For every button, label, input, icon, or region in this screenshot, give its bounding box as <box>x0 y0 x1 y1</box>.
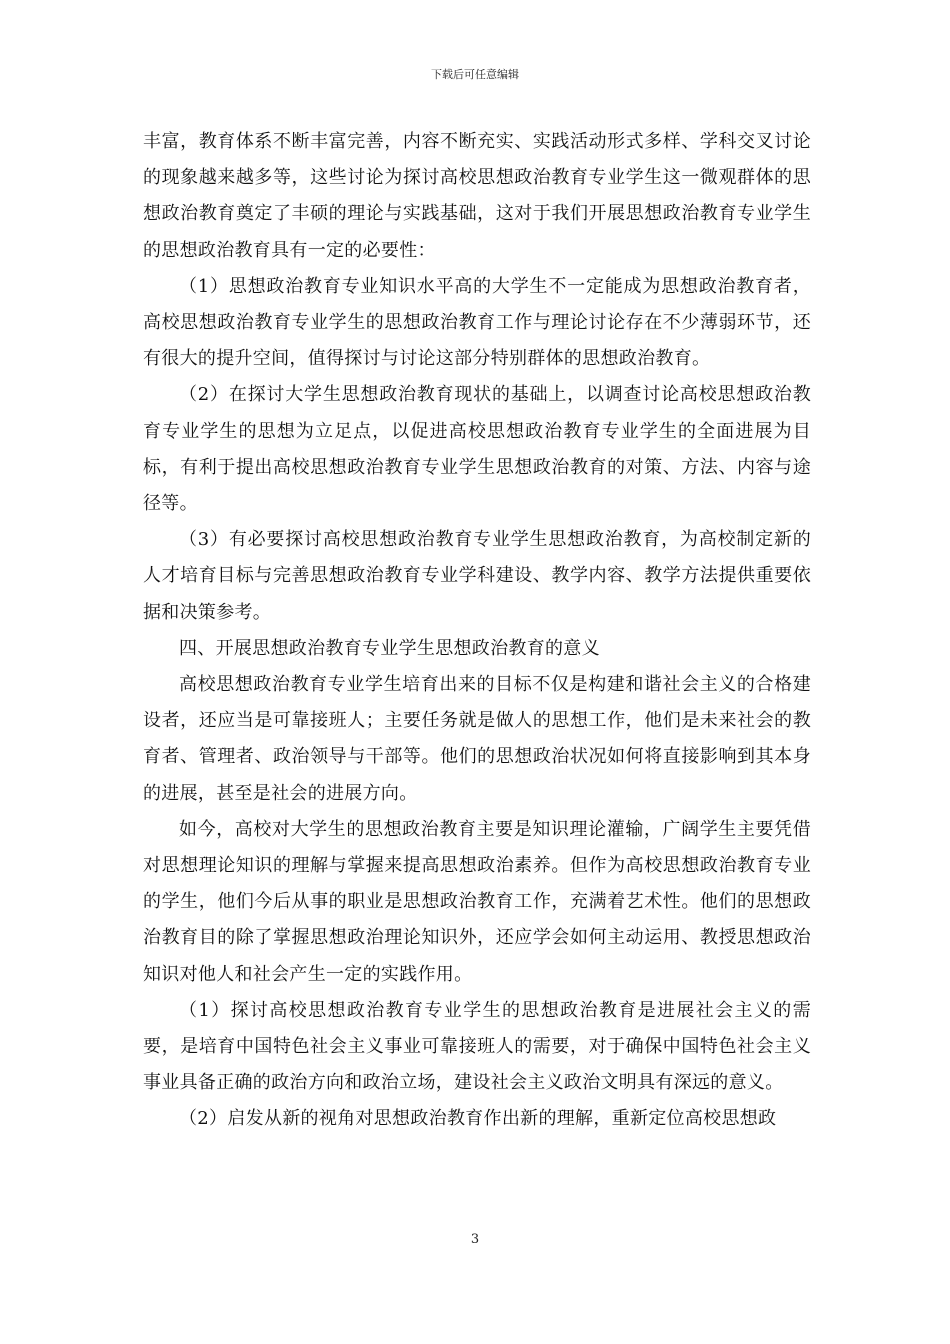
page-header: 下载后可任意编辑 <box>431 68 519 81</box>
paragraph-2: （2）在探讨大学生思想政治教育现状的基础上，以调查讨论高校思想政治教育专业学生的思想为立足点，以促进高校思想政治教育专业学生的全面进展为目标，有利于提出高校思想政治教育专业学生思想政治教育的对策、方法、内容与途径等。 <box>143 384 811 515</box>
paragraph-7: （1）探讨高校思想政治教育专业学生的思想政治教育是进展社会主义的需要，是培育中国特色社会主义事业可靠接班人的需要，对于确保中国特色社会主义事业具备正确的政治方向和政治立场，建设社会主义政治文明具有深远的意义。 <box>143 999 811 1094</box>
paragraph-8: （2）启发从新的视角对思想政治教育作出新的理解，重新定位高校思想政 <box>179 1108 777 1130</box>
section-heading: 四、开展思想政治教育专业学生思想政治教育的意义 <box>179 637 600 659</box>
paragraph-5: 高校思想政治教育专业学生培育出来的目标不仅是构建和谐社会主义的合格建设者，还应当是可靠接班人；主要任务就是做人的思想工作，他们是未来社会的教育者、管理者、政治领导与干部等。他们的思想政治状况如何将直接影响到其本身的进展，甚至是社会的进展方向。 <box>143 674 811 804</box>
paragraph-0: 丰富，教育体系不断丰富完善，内容不断充实、实践活动形式多样、学科交叉讨论的现象越来越多等，这些讨论为探讨高校思想政治教育专业学生这一微观群体的思想政治教育奠定了丰硕的理论与实践基础，这对于我们开展思想政治教育专业学生的思想政治教育具有一定的必要性： <box>143 131 811 261</box>
document-body <box>143 124 811 1138</box>
paragraph-1: （1）思想政治教育专业知识水平高的大学生不一定能成为思想政治教育者，高校思想政治教育专业学生的思想政治教育工作与理论讨论存在不少薄弱环节，还有很大的提升空间，值得探讨与讨论这部分特别群体的思想政治教育。 <box>143 275 811 370</box>
paragraph-3: （3）有必要探讨高校思想政治教育专业学生思想政治教育，为高校制定新的人才培育目标与完善思想政治教育专业学科建设、教学内容、教学方法提供重要依据和决策参考。 <box>143 529 811 623</box>
paragraph-6: 如今，高校对大学生的思想政治教育主要是知识理论灌输，广阔学生主要凭借对思想理论知识的理解与掌握来提高思想政治素养。但作为高校思想政治教育专业的学生，他们今后从事的职业是思想政治教育工作，充满着艺术性。他们的思想政治教育目的除了掌握思想政治理论知识外，还应学会如何主动运用、教授思想政治知识对他人和社会产生一定的实践作用。 <box>143 818 811 985</box>
page-number: 3 <box>470 1232 480 1247</box>
